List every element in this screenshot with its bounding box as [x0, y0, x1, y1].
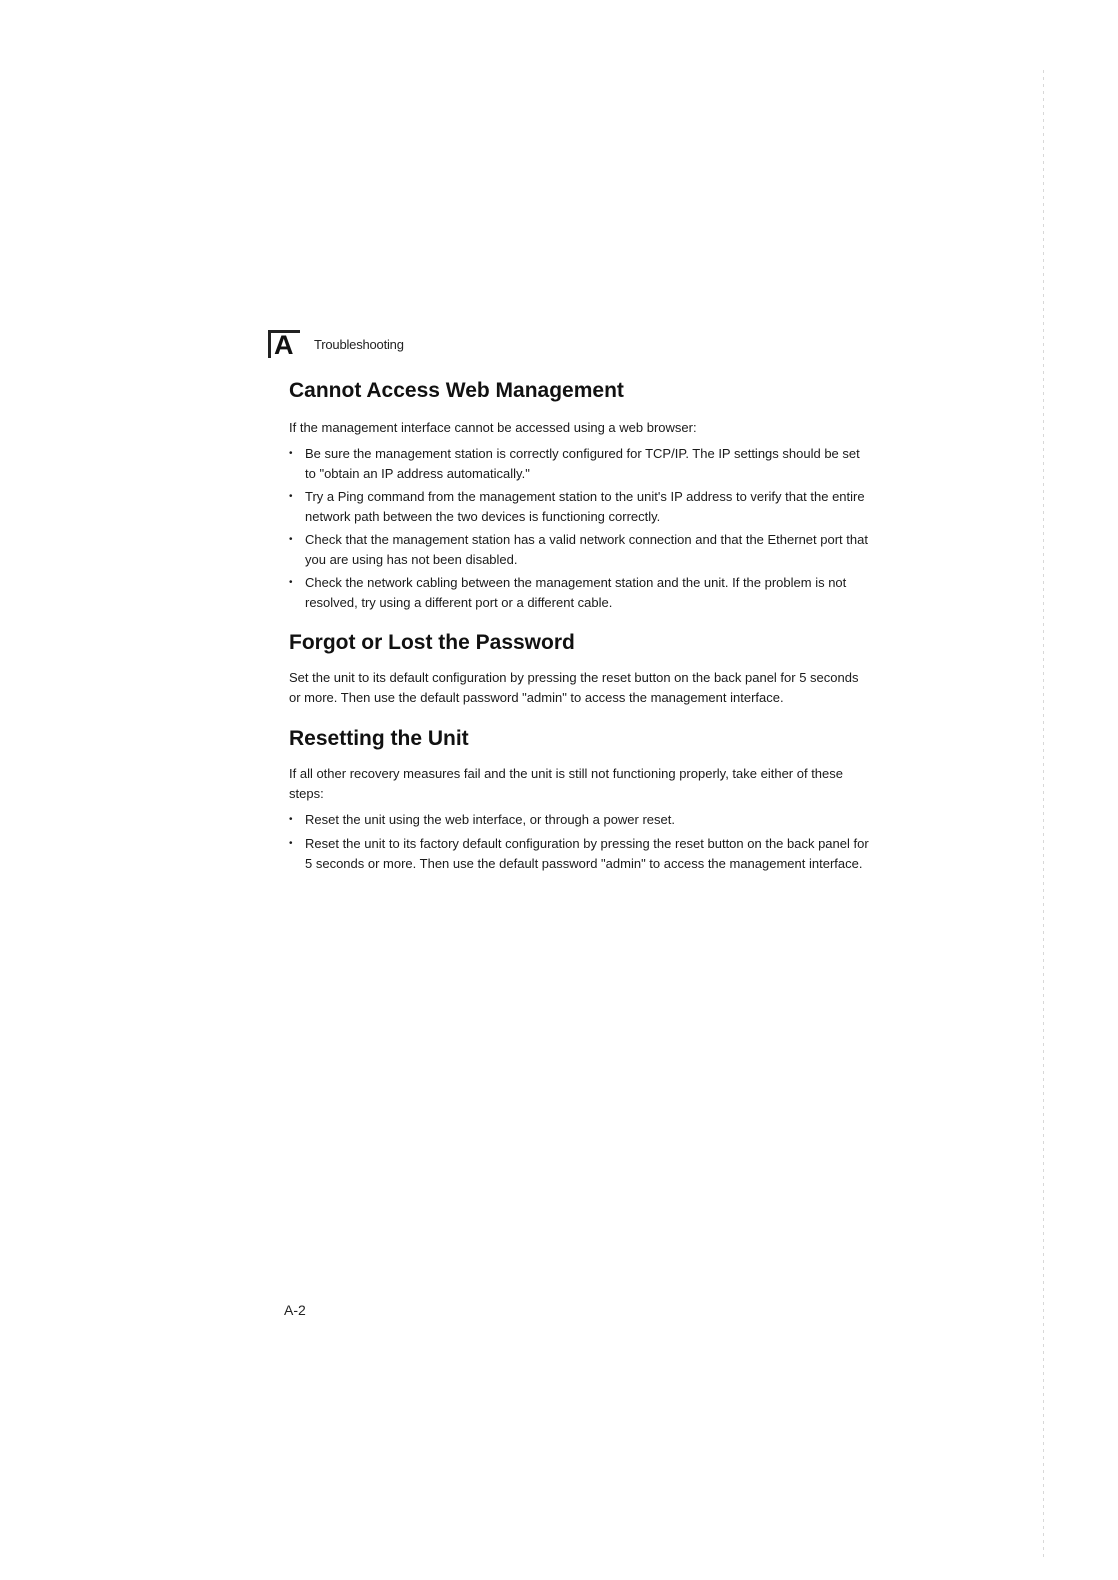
chapter-letter: A [274, 330, 294, 360]
list-item: • Reset the unit to its factory default configuration by pressing the reset button on the back panel for 5 seconds or more. Then use the default password "admin" to access the management interface. [289, 834, 869, 874]
list-item: • Check that the management station has a valid network connection and that the Ethernet port that you are using has not been disabled. [289, 530, 869, 570]
section-body: Set the unit to its default configuration by pressing the reset button on the back panel for 5 seconds or more. Then use the default password "admin" to access the management interface. [289, 670, 859, 705]
page-content [289, 376, 869, 878]
section-cannot-access-web-management [289, 376, 869, 613]
section-title: Cannot Access Web Management [289, 379, 624, 402]
list-item: • Be sure the management station is correctly configured for TCP/IP. The IP settings should be set to "obtain an IP address automatically." [289, 444, 869, 484]
list-item: • Check the network cabling between the management station and the unit. If the problem is not resolved, try using a different port or a different cable. [289, 573, 869, 613]
section-intro: If all other recovery measures fail and the unit is still not functioning properly, take either of these steps: [289, 766, 843, 801]
scan-edge-line [1043, 70, 1044, 1560]
chapter-letter-icon [268, 330, 300, 358]
list-item: • Reset the unit using the web interface, or through a power reset. [289, 810, 869, 830]
section-title: Resetting the Unit [289, 727, 469, 750]
chapter-header [268, 330, 404, 358]
list-item: • Try a Ping command from the management station to the unit's IP address to verify that the entire network path between the two devices is functioning correctly. [289, 487, 869, 527]
page-number: A-2 [284, 1302, 306, 1318]
bullet-list [289, 810, 869, 874]
section-forgot-password [289, 628, 869, 708]
chapter-label: Troubleshooting [314, 336, 404, 352]
section-intro: If the management interface cannot be accessed using a web browser: [289, 420, 697, 435]
section-title: Forgot or Lost the Password [289, 631, 575, 654]
bullet-list [289, 444, 869, 613]
section-resetting-unit [289, 724, 869, 874]
